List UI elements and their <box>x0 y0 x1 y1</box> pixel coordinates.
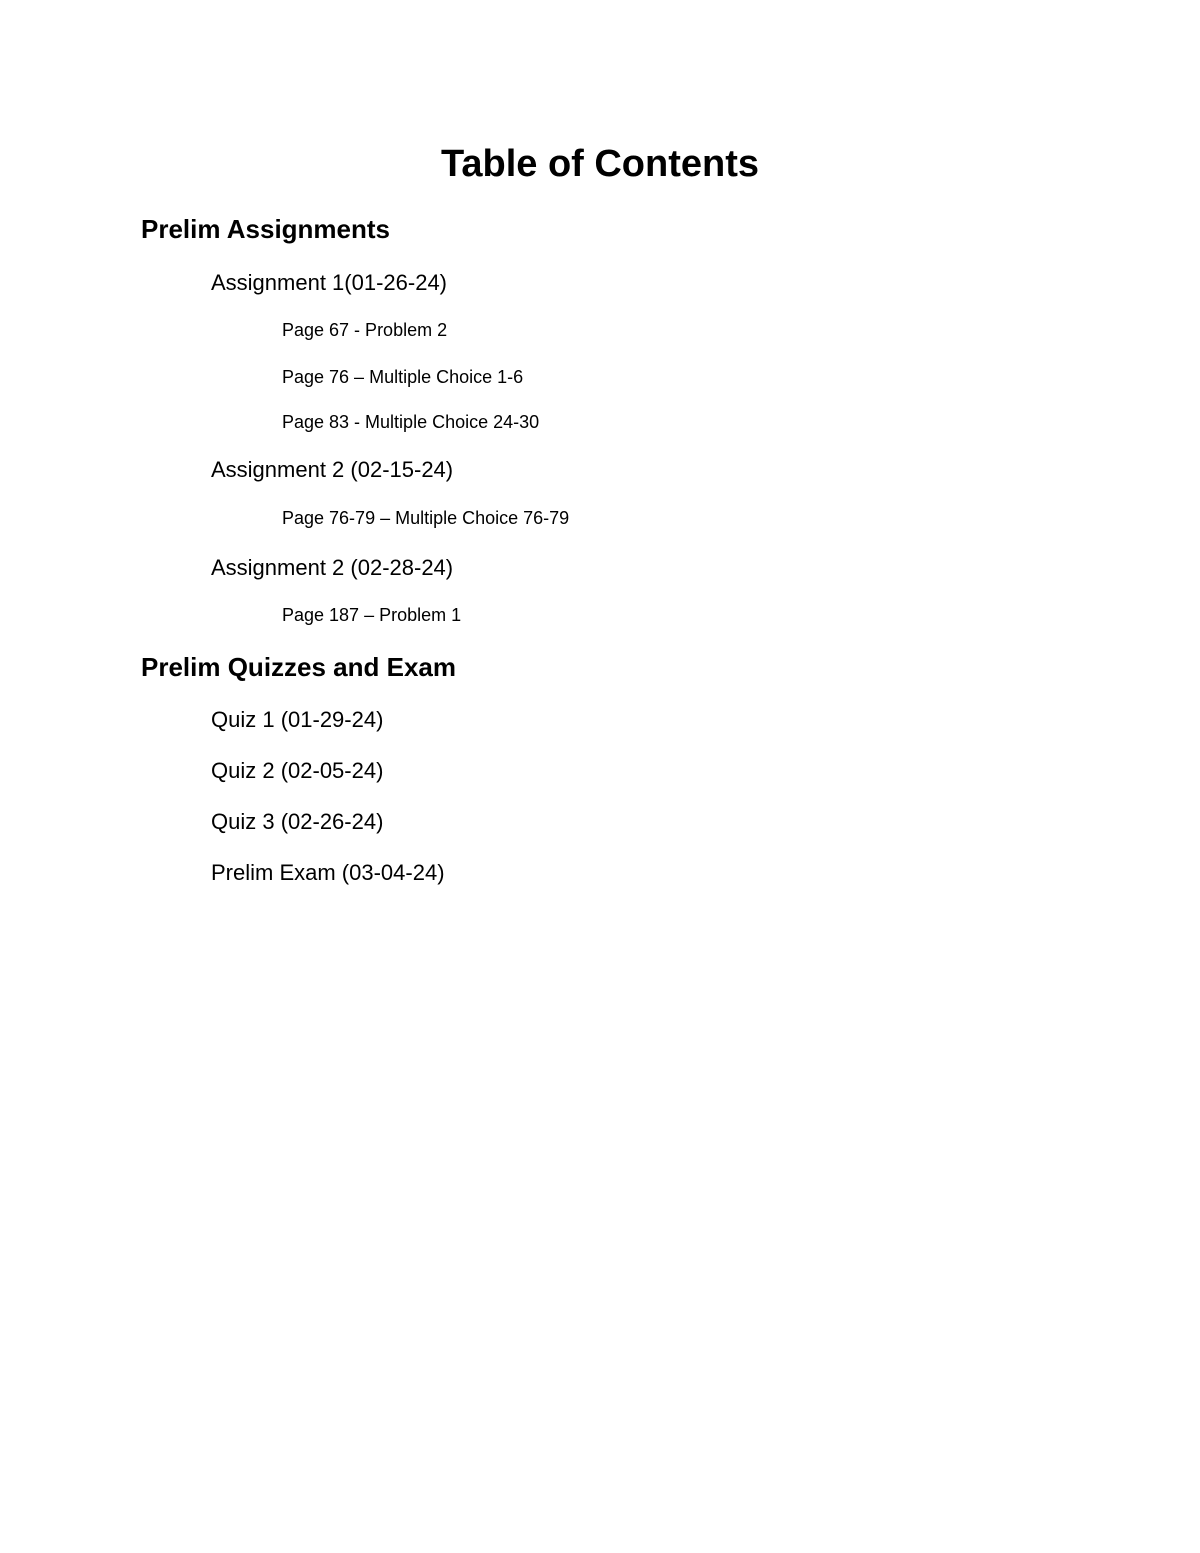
page-title: Table of Contents <box>440 143 760 185</box>
toc-entry-assignment-2: Assignment 2 (02-15-24) <box>211 457 454 482</box>
toc-entry-prelim-exam: Prelim Exam (03-04-24) <box>211 860 445 885</box>
toc-subentry: Page 76-79 – Multiple Choice 76-79 <box>282 508 570 528</box>
toc-entry-quiz-3: Quiz 3 (02-26-24) <box>211 809 384 834</box>
toc-subentry: Page 83 - Multiple Choice 24-30 <box>282 412 540 432</box>
toc-subentry: Page 76 – Multiple Choice 1-6 <box>282 367 524 387</box>
toc-subentry: Page 67 - Problem 2 <box>282 320 448 340</box>
toc-entry-quiz-2: Quiz 2 (02-05-24) <box>211 758 384 783</box>
toc-subentry: Page 187 – Problem 1 <box>282 605 462 625</box>
toc-entry-quiz-1: Quiz 1 (01-29-24) <box>211 707 384 732</box>
section-heading-prelim-quizzes-and-exam: Prelim Quizzes and Exam <box>141 652 457 682</box>
section-heading-prelim-assignments: Prelim Assignments <box>141 214 391 244</box>
toc-entry-assignment-1: Assignment 1(01-26-24) <box>211 270 448 295</box>
toc-entry-assignment-2b: Assignment 2 (02-28-24) <box>211 555 454 580</box>
